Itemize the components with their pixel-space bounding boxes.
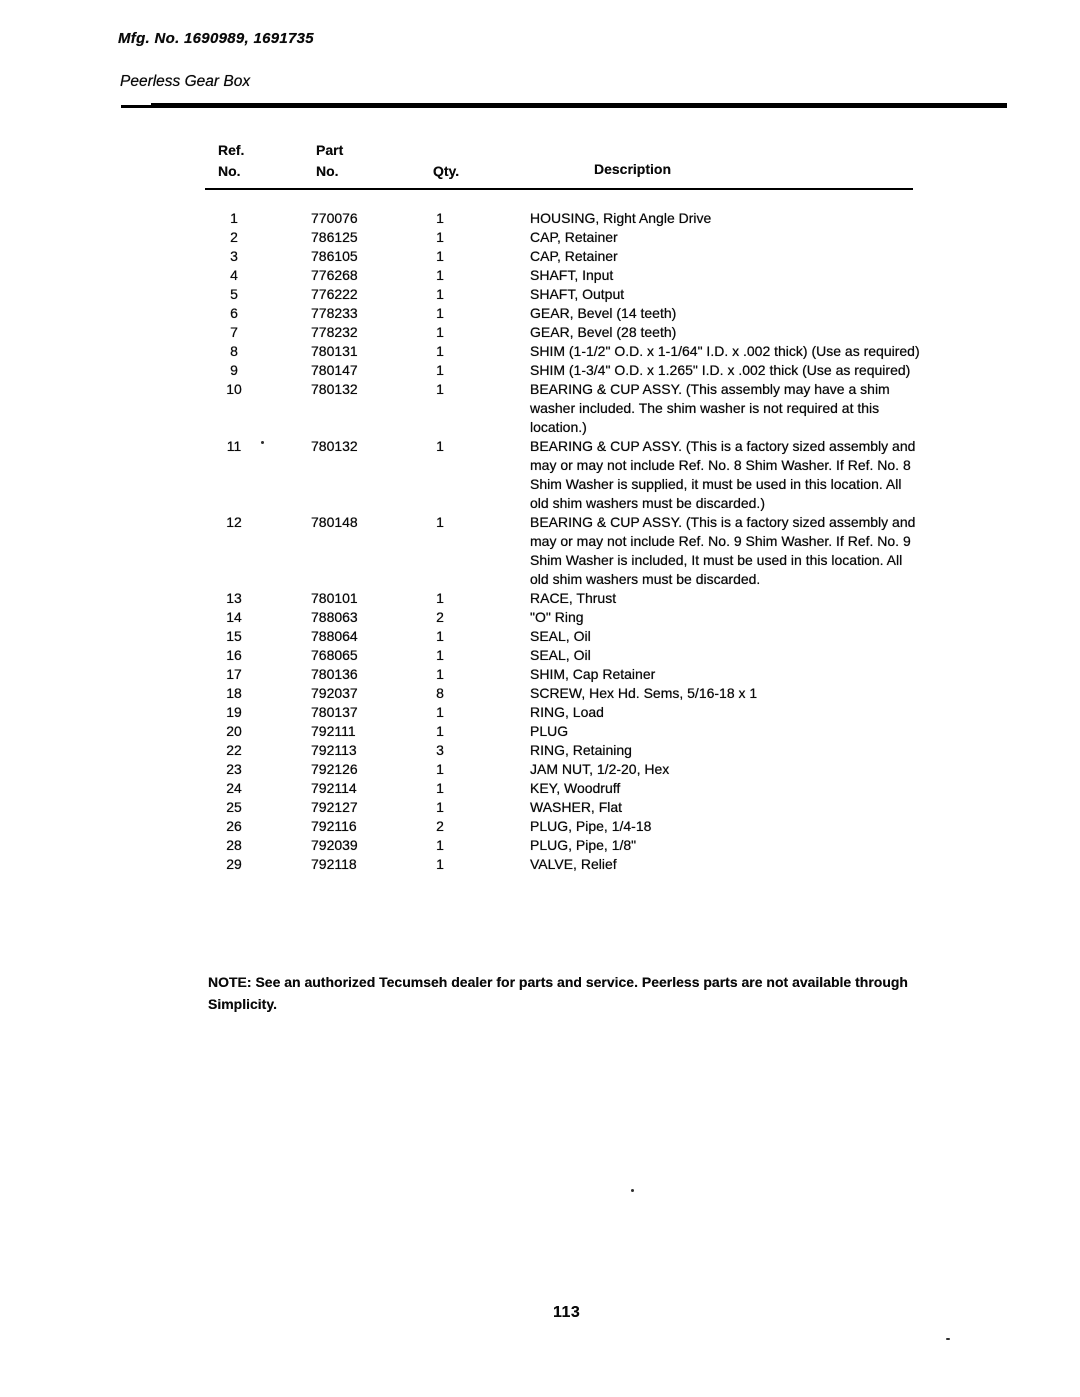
ref-no-cell: 2 [230, 229, 238, 245]
qty-cell: 1 [436, 286, 444, 302]
description-cell: SHIM (1-3/4" O.D. x 1.265" I.D. x .002 thick (Use as required) [530, 362, 911, 378]
ref-no-cell: 11 [226, 438, 242, 454]
table-row [0, 589, 1080, 608]
part-no-cell: 792113 [311, 742, 357, 758]
part-no-cell: 788063 [311, 609, 358, 625]
col-header-description: Description [594, 161, 672, 177]
description-cell: SEAL, Oil [530, 628, 591, 644]
ref-no-cell: 22 [226, 742, 242, 758]
qty-cell: 3 [436, 742, 444, 758]
qty-cell: 8 [436, 685, 444, 701]
description-cell: RING, Retaining [530, 742, 632, 758]
ref-no-cell: 26 [226, 818, 242, 834]
ref-no-cell: 10 [226, 381, 242, 397]
ref-no-cell: 20 [226, 723, 242, 739]
table-row [0, 209, 1080, 228]
ref-no-cell: 24 [226, 780, 242, 796]
col-header-ref-no: No. [218, 163, 241, 179]
part-no-cell: 778233 [311, 305, 358, 321]
table-row [0, 608, 1080, 627]
part-no-cell: 788064 [311, 628, 358, 644]
table-row [0, 817, 1080, 836]
description-cell: BEARING & CUP ASSY. (This assembly may have a shim washer included. The shim washer is not required at this location.) [530, 381, 890, 435]
table-row [0, 361, 1080, 380]
description-cell: BEARING & CUP ASSY. (This is a factory sized assembly and may or may not include Ref. No. 9 Shim Washer. If Ref. No. 9 Shim Washer is included, It must be used in this location. All old shim washers must be discarded. [530, 514, 916, 587]
mfg-number-line: Mfg. No. 1690989, 1691735 [118, 30, 314, 47]
table-row [0, 247, 1080, 266]
description-cell: VALVE, Relief [530, 856, 617, 872]
description-cell: RING, Load [530, 704, 604, 720]
table-row [0, 684, 1080, 703]
qty-cell: 1 [436, 704, 444, 720]
table-row [0, 437, 1080, 513]
part-no-cell: 780131 [311, 343, 358, 359]
qty-cell: 2 [436, 818, 444, 834]
qty-cell: 1 [436, 381, 444, 397]
description-cell: KEY, Woodruff [530, 780, 621, 796]
part-no-cell: 786105 [311, 248, 358, 264]
description-cell: RACE, Thrust [530, 590, 617, 606]
description-cell: WASHER, Flat [530, 799, 623, 815]
description-cell: PLUG [530, 723, 569, 739]
section-title: Peerless Gear Box [120, 73, 251, 90]
part-no-cell: 792111 [311, 723, 356, 739]
description-cell: "O" Ring [530, 609, 584, 625]
qty-cell: 1 [436, 438, 444, 454]
description-cell: GEAR, Bevel (14 teeth) [530, 305, 677, 321]
ref-no-cell: 16 [226, 647, 242, 663]
qty-cell: 1 [436, 761, 444, 777]
table-row [0, 703, 1080, 722]
part-no-cell: 780101 [311, 590, 358, 606]
table-row [0, 285, 1080, 304]
description-cell: JAM NUT, 1/2-20, Hex [530, 761, 670, 777]
parts-table [0, 209, 1080, 874]
part-no-cell: 780137 [311, 704, 358, 720]
part-no-cell: 780132 [311, 381, 358, 397]
table-row [0, 342, 1080, 361]
part-no-cell: 776268 [311, 267, 358, 283]
description-cell: HOUSING, Right Angle Drive [530, 210, 712, 226]
qty-cell: 1 [436, 343, 444, 359]
ref-no-cell: 4 [230, 267, 238, 283]
qty-cell: 1 [436, 362, 444, 378]
ref-no-cell: 15 [226, 628, 242, 644]
ref-no-cell: 8 [230, 343, 238, 359]
qty-cell: 2 [436, 609, 444, 625]
ref-no-cell: 1 [230, 210, 238, 226]
qty-cell: 1 [436, 723, 444, 739]
part-no-cell: 792037 [311, 685, 358, 701]
ref-no-cell: 18 [226, 685, 242, 701]
ref-no-cell: 14 [226, 609, 242, 625]
col-header-qty: Qty. [433, 163, 460, 179]
qty-cell: 1 [436, 590, 444, 606]
part-no-cell: 780132 [311, 438, 358, 454]
ref-no-cell: 13 [226, 590, 242, 606]
table-row [0, 266, 1080, 285]
ref-no-cell: 12 [226, 514, 242, 530]
part-no-cell: 778232 [311, 324, 358, 340]
ref-no-cell: 3 [230, 248, 238, 264]
qty-cell: 1 [436, 324, 444, 340]
part-no-cell: 792118 [311, 856, 357, 872]
scan-speck [631, 1189, 634, 1192]
scan-speck [261, 441, 264, 444]
qty-cell: 1 [436, 514, 444, 530]
ref-no-cell: 28 [226, 837, 242, 853]
qty-cell: 1 [436, 248, 444, 264]
part-no-cell: 792116 [311, 818, 357, 834]
col-header-ref: Ref. [218, 142, 245, 158]
table-row [0, 665, 1080, 684]
qty-cell: 1 [436, 305, 444, 321]
qty-cell: 1 [436, 837, 444, 853]
table-row [0, 513, 1080, 589]
part-no-cell: 776222 [311, 286, 358, 302]
ref-no-cell: 17 [226, 666, 242, 682]
dealer-note: NOTE: See an authorized Tecumseh dealer for parts and service. Peerless parts are not available through Simplicity. [208, 974, 908, 1012]
title-rule [121, 103, 1007, 108]
description-cell: GEAR, Bevel (28 teeth) [530, 324, 677, 340]
col-header-part-no: No. [316, 163, 339, 179]
part-no-cell: 792114 [311, 780, 357, 796]
part-no-cell: 780136 [311, 666, 358, 682]
part-no-cell: 780147 [311, 362, 358, 378]
scan-speck [946, 1338, 950, 1340]
ref-no-cell: 23 [226, 761, 242, 777]
part-no-cell: 770076 [311, 210, 358, 226]
table-row [0, 323, 1080, 342]
qty-cell: 1 [436, 647, 444, 663]
qty-cell: 1 [436, 856, 444, 872]
table-row [0, 760, 1080, 779]
part-no-cell: 786125 [311, 229, 358, 245]
description-cell: SCREW, Hex Hd. Sems, 5/16-18 x 1 [530, 685, 758, 701]
part-no-cell: 792126 [311, 761, 358, 777]
table-row [0, 779, 1080, 798]
table-row [0, 304, 1080, 323]
ref-no-cell: 9 [230, 362, 238, 378]
description-cell: SHAFT, Output [530, 286, 625, 302]
table-row [0, 627, 1080, 646]
part-no-cell: 792039 [311, 837, 358, 853]
qty-cell: 1 [436, 666, 444, 682]
description-cell: PLUG, Pipe, 1/8" [530, 837, 637, 853]
description-cell: BEARING & CUP ASSY. (This is a factory sized assembly and may or may not include Ref. No. 8 Shim Washer. If Ref. No. 8 Shim Washer is supplied, it must be used in this location. All old shim washers must be discarded.) [530, 438, 916, 511]
part-no-cell: 780148 [311, 514, 358, 530]
column-header-rule [205, 188, 913, 190]
col-header-part: Part [316, 142, 344, 158]
part-no-cell: 768065 [311, 647, 358, 663]
rule-notch [121, 103, 151, 105]
table-row [0, 228, 1080, 247]
table-row [0, 722, 1080, 741]
page-number: 113 [553, 1304, 581, 1321]
description-cell: SHIM, Cap Retainer [530, 666, 656, 682]
part-no-cell: 792127 [311, 799, 358, 815]
description-cell: SHIM (1-1/2" O.D. x 1-1/64" I.D. x .002 thick) (Use as required) [530, 343, 920, 359]
table-row [0, 741, 1080, 760]
ref-no-cell: 29 [226, 856, 242, 872]
description-cell: SEAL, Oil [530, 647, 591, 663]
qty-cell: 1 [436, 799, 444, 815]
description-cell: SHAFT, Input [530, 267, 614, 283]
table-row [0, 836, 1080, 855]
qty-cell: 1 [436, 628, 444, 644]
table-row [0, 646, 1080, 665]
ref-no-cell: 5 [230, 286, 238, 302]
qty-cell: 1 [436, 780, 444, 796]
ref-no-cell: 25 [226, 799, 242, 815]
qty-cell: 1 [436, 210, 444, 226]
qty-cell: 1 [436, 267, 444, 283]
description-cell: CAP, Retainer [530, 229, 618, 245]
ref-no-cell: 19 [226, 704, 242, 720]
description-cell: CAP, Retainer [530, 248, 618, 264]
qty-cell: 1 [436, 229, 444, 245]
description-cell: PLUG, Pipe, 1/4-18 [530, 818, 652, 834]
ref-no-cell: 7 [230, 324, 238, 340]
table-row [0, 798, 1080, 817]
ref-no-cell: 6 [230, 305, 238, 321]
table-row [0, 380, 1080, 437]
table-row [0, 855, 1080, 874]
